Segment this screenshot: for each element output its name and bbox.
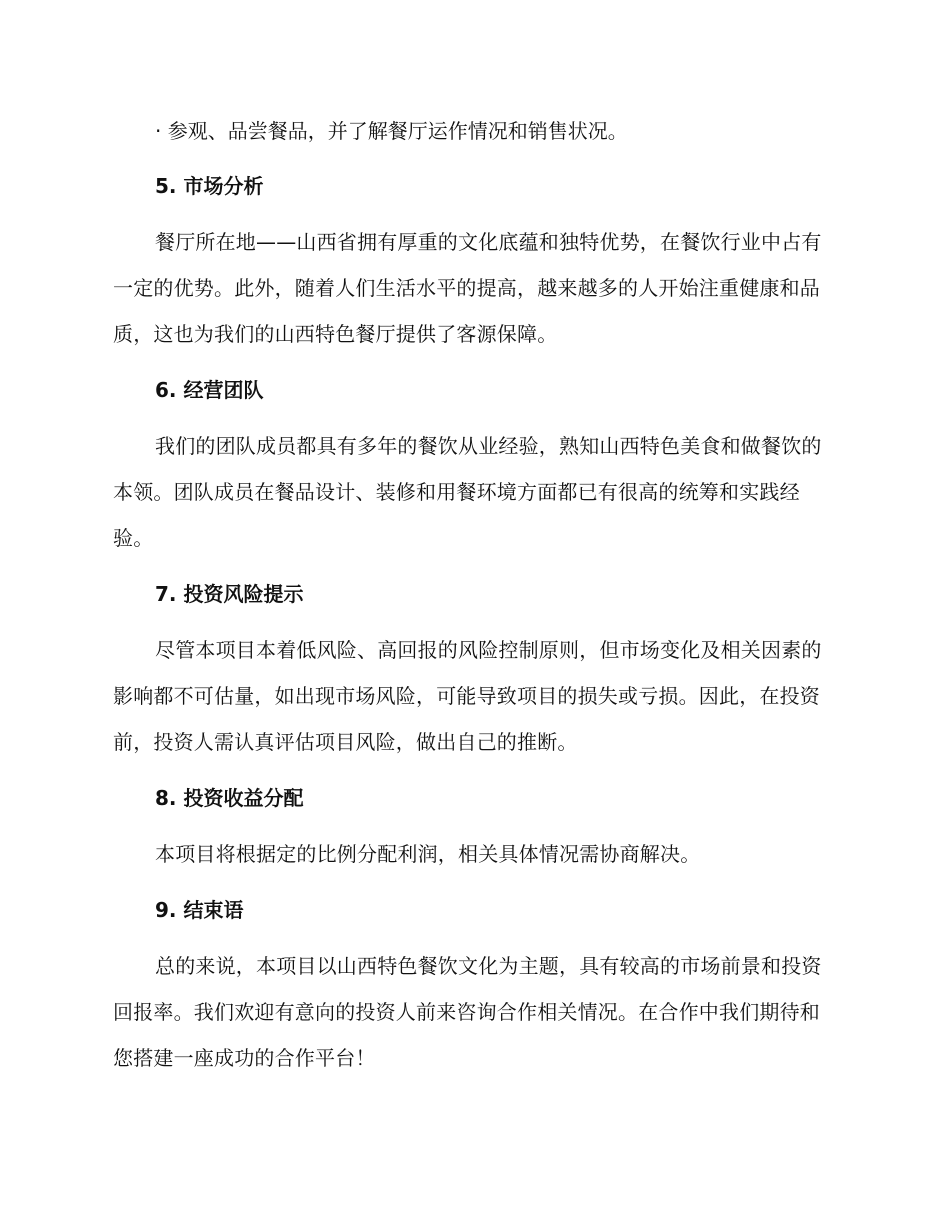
bullet-item: · 参观、品尝餐品，并了解餐厅运作情况和销售状况。 — [155, 119, 628, 143]
section-body-profit-distribution: 本项目将根据定的比例分配利润，相关具体情况需协商解决。 — [155, 842, 701, 866]
section-heading-conclusion: 9. 结束语 — [155, 898, 244, 922]
section-body-investment-risk: 尽管本项目本着低风险、高回报的风险控制原则，但市场变化及相关因素的影响都不可估量，如出现市场风险，可能导致项目的损失或亏损。因此，在投资前，投资人需认真评估项目风险，做出自己的推断。 — [113, 638, 822, 754]
document-content — [113, 108, 831, 1091]
section-body-management-team: 我们的团队成员都具有多年的餐饮从业经验，熟知山西特色美食和做餐饮的本领。团队成员在餐品设计、装修和用餐环境方面都已有很高的统筹和实践经验。 — [113, 434, 822, 550]
section-heading-management-team: 6. 经营团队 — [155, 378, 264, 402]
section-heading-market-analysis: 5. 市场分析 — [155, 174, 264, 198]
section-body-conclusion: 总的来说，本项目以山西特色餐饮文化为主题，具有较高的市场前景和投资回报率。我们欢迎有意向的投资人前来咨询合作相关情况。在合作中我们期待和您搭建一座成功的合作平台！ — [113, 954, 822, 1070]
section-heading-profit-distribution: 8. 投资收益分配 — [155, 786, 304, 810]
section-body-market-analysis: 餐厅所在地——山西省拥有厚重的文化底蕴和独特优势，在餐饮行业中占有一定的优势。此外，随着人们生活水平的提高，越来越多的人开始注重健康和品质，这也为我们的山西特色餐厅提供了客源保障。 — [113, 230, 822, 346]
section-heading-investment-risk: 7. 投资风险提示 — [155, 582, 304, 606]
